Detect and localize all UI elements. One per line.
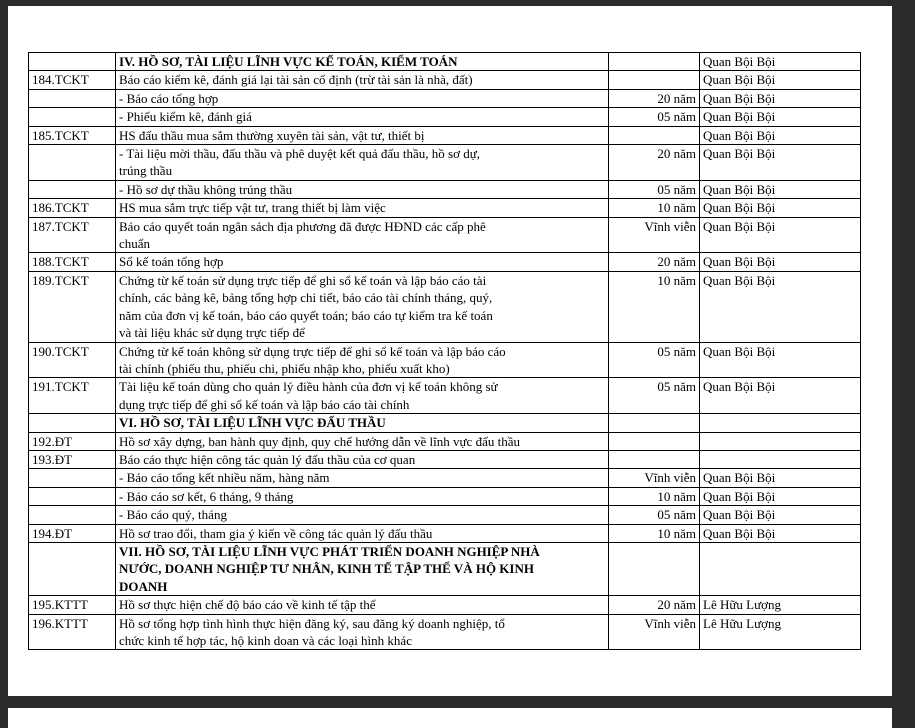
retention-period: 20 năm (609, 253, 700, 271)
responsible-person: Lê Hữu Lượng (700, 596, 861, 614)
responsible-person: Quan Bội Bội (700, 469, 861, 487)
retention-period: 20 năm (609, 596, 700, 614)
record-title (116, 378, 609, 414)
record-code: 195.KTTT (29, 596, 116, 614)
table-row (29, 596, 861, 614)
record-title-line: trúng thầu (119, 163, 173, 179)
record-title-line: tài chính (phiếu thu, phiếu chi, phiếu nhập kho, phiếu xuất kho) (119, 360, 450, 376)
responsible-person: Quan Bội Bội (700, 487, 861, 505)
record-code: 186.TCKT (29, 199, 116, 217)
record-title (116, 524, 609, 542)
record-title-line: năm của đơn vị kế toán, báo cáo quyết toán; báo cáo tự kiểm tra kế toán (119, 307, 493, 323)
table-row (29, 71, 861, 89)
table-row (29, 524, 861, 542)
record-title-line: - Báo cáo tổng kết nhiều năm, hàng năm (119, 470, 330, 486)
responsible-person: Quan Bội Bội (700, 199, 861, 217)
records-retention-table (28, 52, 861, 650)
responsible-person: Quan Bội Bội (700, 253, 861, 271)
record-code: 196.KTTT (29, 614, 116, 650)
responsible-person: Quan Bội Bội (700, 506, 861, 524)
record-code: 185.TCKT (29, 126, 116, 144)
record-title-line: - Báo cáo tổng hợp (119, 90, 219, 106)
retention-period: 10 năm (609, 271, 700, 342)
record-title-line: Hồ sơ trao đổi, tham gia ý kiến về công tác quản lý đấu thầu (119, 525, 433, 541)
record-title (116, 506, 609, 524)
retention-period (609, 71, 700, 89)
record-title (116, 145, 609, 181)
retention-period: 05 năm (609, 342, 700, 378)
record-title-line: chính, các bảng kê, bảng tổng hợp chi tiết, báo cáo tài chính tháng, quý, (119, 290, 493, 306)
document-page (8, 6, 892, 696)
record-title-line: Báo cáo kiểm kê, đánh giá lại tài sản cố định (trừ tài sản là nhà, đất) (119, 72, 473, 88)
record-code (29, 469, 116, 487)
record-code: 194.ĐT (29, 524, 116, 542)
record-title (116, 180, 609, 198)
record-code (29, 53, 116, 71)
responsible-person: Quan Bội Bội (700, 271, 861, 342)
record-title-line: Báo cáo thực hiện công tác quản lý đấu thầu của cơ quan (119, 451, 416, 467)
record-title (116, 71, 609, 89)
responsible-person: Quan Bội Bội (700, 217, 861, 253)
record-title-line: - Báo cáo sơ kết, 6 tháng, 9 tháng (119, 488, 294, 504)
sub-item-row (29, 145, 861, 181)
record-title-line: Sổ kế toán tổng hợp (119, 254, 224, 270)
table-row (29, 126, 861, 144)
retention-period (609, 126, 700, 144)
sub-item-row (29, 89, 861, 107)
record-title-line: chức kinh tế hợp tác, hộ kinh doan và các loại hình khác (119, 633, 412, 648)
responsible-person: Lê Hữu Lượng (700, 614, 861, 650)
record-title-line: - Báo cáo quý, tháng (119, 507, 227, 523)
record-code: 192.ĐT (29, 432, 116, 450)
record-title-line: VI. HỒ SƠ, TÀI LIỆU LĨNH VỰC ĐẤU THẦU (119, 415, 386, 431)
section-header-row (29, 542, 861, 595)
record-title-line: Hồ sơ xây dựng, ban hành quy định, quy chế hướng dẫn về lĩnh vực đấu thầu (119, 433, 520, 449)
record-code: 187.TCKT (29, 217, 116, 253)
record-title-line: dụng trực tiếp để ghi sổ kế toán và lập báo cáo tài chính (119, 396, 410, 412)
responsible-person (700, 542, 861, 595)
record-title (116, 199, 609, 217)
record-title (116, 89, 609, 107)
responsible-person: Quan Bội Bội (700, 180, 861, 198)
responsible-person: Quan Bội Bội (700, 126, 861, 144)
retention-period (609, 414, 700, 432)
sub-item-row (29, 506, 861, 524)
record-title (116, 596, 609, 614)
sub-item-row (29, 180, 861, 198)
record-code (29, 108, 116, 126)
record-title-line: - Hồ sơ dự thầu không trúng thầu (119, 181, 293, 197)
record-title-line: chuẩn (119, 236, 151, 252)
record-code (29, 89, 116, 107)
retention-period: 10 năm (609, 487, 700, 505)
retention-period: Vĩnh viễn (609, 217, 700, 253)
responsible-person: Quan Bội Bội (700, 71, 861, 89)
record-title-line: Tài liệu kế toán dùng cho quản lý điều hành của đơn vị kế toán không sử (119, 379, 498, 395)
record-code: 188.TCKT (29, 253, 116, 271)
record-title (116, 126, 609, 144)
record-title (116, 253, 609, 271)
record-title-line: VII. HỒ SƠ, TÀI LIỆU LĨNH VỰC PHÁT TRIỂN DOANH NGHIỆP NHÀ (119, 543, 540, 559)
retention-period: 10 năm (609, 199, 700, 217)
record-title (116, 487, 609, 505)
responsible-person: Quan Bội Bội (700, 108, 861, 126)
record-title-line: Chứng từ kế toán không sử dụng trực tiếp để ghi sổ kế toán và lập báo cáo (119, 343, 506, 359)
record-title-line: DOANH (119, 578, 168, 594)
section-title (116, 53, 609, 71)
record-title-line: và tài liệu khác sử dụng trực tiếp để (119, 325, 305, 341)
table-row (29, 432, 861, 450)
record-code: 189.TCKT (29, 271, 116, 342)
record-title-line: HS đấu thầu mua sắm thường xuyên tài sản, vật tư, thiết bị (119, 127, 425, 143)
table-row (29, 271, 861, 342)
table-row (29, 614, 861, 650)
record-title (116, 432, 609, 450)
responsible-person: Quan Bội Bội (700, 145, 861, 181)
section-header-row (29, 53, 861, 71)
record-code: 190.TCKT (29, 342, 116, 378)
record-title (116, 271, 609, 342)
record-title (116, 469, 609, 487)
record-title (116, 450, 609, 468)
sub-item-row (29, 469, 861, 487)
table-row (29, 253, 861, 271)
record-code: 191.TCKT (29, 378, 116, 414)
record-title-line: NƯỚC, DOANH NGHIỆP TƯ NHÂN, KINH TẾ TẬP THỂ VÀ HỘ KINH (119, 561, 534, 577)
retention-period (609, 432, 700, 450)
record-title-line: HS mua sắm trực tiếp vật tư, trang thiết bị làm việc (119, 200, 386, 216)
record-title (116, 217, 609, 253)
retention-period (609, 542, 700, 595)
responsible-person (700, 432, 861, 450)
record-title-line: Hồ sơ thực hiện chế độ báo cáo về kinh tế tập thể (119, 597, 376, 613)
responsible-person: Quan Bội Bội (700, 524, 861, 542)
section-title (116, 414, 609, 432)
table-row (29, 342, 861, 378)
retention-period: 05 năm (609, 180, 700, 198)
retention-period: 20 năm (609, 145, 700, 181)
record-code (29, 506, 116, 524)
retention-period: Vĩnh viễn (609, 614, 700, 650)
next-page-edge (8, 708, 892, 728)
record-title-line: Chứng từ kế toán sử dụng trực tiếp để ghi sổ kế toán và lập báo cáo tài (119, 272, 487, 288)
retention-period: 05 năm (609, 108, 700, 126)
record-title-line: - Tài liệu mời thầu, đấu thầu và phê duyệt kết quả đấu thầu, hồ sơ dự, (119, 146, 480, 162)
retention-period: 10 năm (609, 524, 700, 542)
responsible-person: Quan Bội Bội (700, 342, 861, 378)
sub-item-row (29, 108, 861, 126)
table-row (29, 199, 861, 217)
table-row (29, 378, 861, 414)
retention-period: 20 năm (609, 89, 700, 107)
record-title (116, 342, 609, 378)
record-title-line: - Phiếu kiểm kê, đánh giá (119, 109, 252, 125)
responsible-person: Quan Bội Bội (700, 53, 861, 71)
responsible-person (700, 450, 861, 468)
section-header-row (29, 414, 861, 432)
record-title (116, 614, 609, 650)
record-title-line: Hồ sơ tổng hợp tình hình thực hiện đăng ký, sau đăng ký doanh nghiệp, tổ (119, 615, 505, 631)
table-row (29, 450, 861, 468)
record-title-line: Báo cáo quyết toán ngân sách địa phương đã được HĐND các cấp phê (119, 218, 486, 234)
responsible-person: Quan Bội Bội (700, 89, 861, 107)
section-title (116, 542, 609, 595)
retention-period: 05 năm (609, 506, 700, 524)
record-code: 193.ĐT (29, 450, 116, 468)
retention-period (609, 450, 700, 468)
record-code (29, 487, 116, 505)
sub-item-row (29, 487, 861, 505)
retention-period: Vĩnh viễn (609, 469, 700, 487)
record-code (29, 180, 116, 198)
responsible-person: Quan Bội Bội (700, 378, 861, 414)
record-title-line: IV. HỒ SƠ, TÀI LIỆU LĨNH VỰC KẾ TOÁN, KIỂM TOÁN (119, 54, 458, 69)
retention-period (609, 53, 700, 71)
responsible-person (700, 414, 861, 432)
record-code (29, 414, 116, 432)
record-title (116, 108, 609, 126)
retention-period: 05 năm (609, 378, 700, 414)
table-row (29, 217, 861, 253)
record-code (29, 145, 116, 181)
record-code (29, 542, 116, 595)
record-code: 184.TCKT (29, 71, 116, 89)
